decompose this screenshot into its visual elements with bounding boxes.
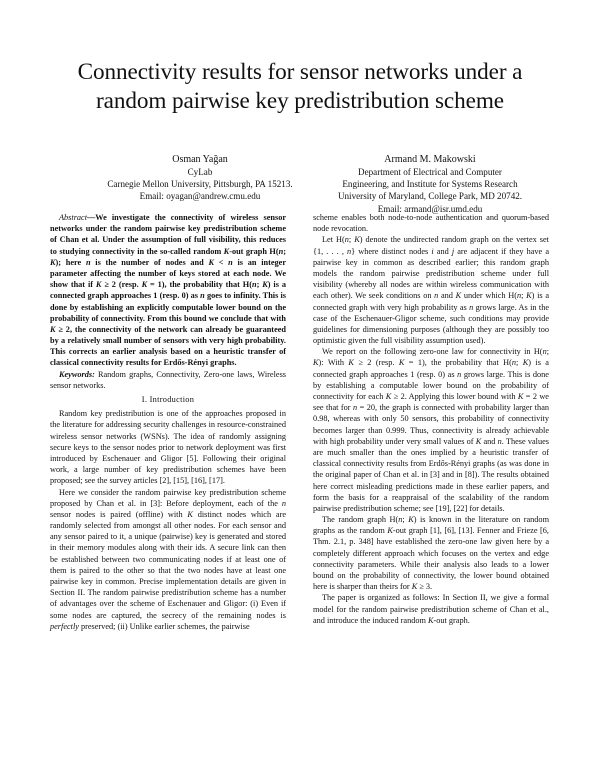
keywords: Keywords: Random graphs, Connectivity, Zero-one laws, Wireless sensor networks. xyxy=(50,369,286,390)
abstract-label: Abstract xyxy=(59,213,88,222)
abstract: Abstract—We investigate the connectivity of wireless sensor networks under the random pairwise key predistribution scheme of Chan et al. Under the assumption of full visibility, this reduces to studying connectivity in the so-called random K-out graph H(n; K); here n is the number of nodes and K < n is an integer parameter affecting the number of keys stored at each node. We show that if K ≥ 2 (resp. K = 1), the probability that H(n; K) is a connected graph approaches 1 (resp. 0) as n goes to infinity. This is done by establishing an explicitly computable lower bound on the probability of connectivity. From this bound we conclude that with K ≥ 2, the connectivity of the network can already be guaranteed by a relatively small number of sensors with very high probability. This corrects an earlier analysis based on a heuristic transfer of classical connectivity results for Erdős-Rényi graphs. xyxy=(50,213,286,368)
paper-title xyxy=(40,58,560,116)
author-affiliation: CyLab xyxy=(187,167,213,177)
author-name: Osman Yağan xyxy=(172,154,228,165)
right-column xyxy=(313,212,549,626)
keywords-label: Keywords: xyxy=(59,369,95,379)
author-affiliation: University of Maryland, College Park, MD 20742. xyxy=(337,191,523,202)
author-affiliation: Carnegie Mellon University, Pittsburgh, PA 15213. xyxy=(107,179,293,190)
author-email: Email: oyagan@andrew.cmu.edu xyxy=(139,191,261,202)
paragraph: The random graph H(n; K) is known in the literature on random graphs as the random K-out graph [1], [6], [13]. Fenner and Frieze [6, Thm. 2.1, p. 348] have established the zero-one law given here by a completely different approach which focuses on the vertex and edge connectivity parameters. While their analysis also leads to a lower bound on the probability of connectivity, the lower bound obtained here is sharper than theirs for K ≥ 3. xyxy=(313,515,549,592)
paragraph: The paper is organized as follows: In Section II, we give a formal model for the random pairwise predistribution scheme of Chan et al., and introduce the induced random K-out graph. xyxy=(313,593,549,625)
author-block xyxy=(80,153,320,203)
author-block xyxy=(310,153,550,215)
paragraph: We report on the following zero-one law for connectivity in H(n; K): With K ≥ 2 (resp. K = 1), the probability that H(n; K) is a connected graph approaches 1 (resp. 0) as n grows large. This is done by establishing a computable lower bound on the probability of connectivity for each K ≥ 2. Applying this lower bound with K = 2 we see that for n = 20, the graph is connected with probability larger than 0.98, whereas with only 50 sensors, this probability of connectivity becomes larger than 0.999. Thus, connectivity is already achievable with high probability under very small values of K and n. These values are much smaller than the ones implied by a heuristic transfer of classical connectivity results from Erdős-Rényi graphs (as was done in the original paper of Chan et al. in [3] and in [8]). The results obtained here correct misleading predictions made in these earlier papers, and form the basis for a reappraisal of the scalability of the random pairwise predistribution scheme; see [19], [22] for details. xyxy=(313,347,549,513)
section-heading: I. Introduction xyxy=(141,395,195,404)
author-name: Armand M. Makowski xyxy=(384,154,476,165)
title-line: random pairwise key predistribution scheme xyxy=(96,88,504,114)
author-affiliation: Department of Electrical and Computer xyxy=(358,167,502,177)
paragraph: Let H(n; K) denote the undirected random graph on the vertex set {1, . . . , n} where distinct nodes i and j are adjacent if they have a pairwise key in common as described earlier; this random graph models the random pairwise predistribution scheme under full visibility (whereby all nodes are within wireless communication with each other). We seek conditions on n and K under which H(n; K) is a connected graph with very high probability as n grows large. As in the case of the Eschenauer-Gligor scheme, such conditions may provide guidelines for dimensioning purposes (although they are possibly too optimistic given the full visibility assumption used). xyxy=(313,235,549,346)
title-line: Connectivity results for sensor networks under a xyxy=(77,59,523,85)
left-column xyxy=(50,212,286,632)
author-email: Email: armand@isr.umd.edu xyxy=(377,203,483,214)
paragraph: scheme enables both node-to-node authentication and quorum-based node revocation. xyxy=(313,213,549,234)
author-affiliation: Engineering, and Institute for Systems Research xyxy=(342,179,518,190)
paragraph: Here we consider the random pairwise key predistribution scheme proposed by Chan et al. in [3]: Before deployment, each of the n sensor nodes is paired (offline) with K distinct nodes which are randomly selected from amongst all other nodes. For each sensor and any sensor paired to it, a unique (pairwise) key is generated and stored in their memory modules along with their ids. A secure link can then be established between two communicating nodes if at least one of them is paired to the other so that the two nodes have at least one pairwise key in common. Precise implementation details are given in Section II. The random pairwise predistribution scheme has a number of advantages over the scheme of Eschenauer and Gligor: (i) Even if some nodes are captured, the secrecy of the remaining nodes is perfectly preserved; (ii) Unlike earlier schemes, the pairwise xyxy=(50,487,286,631)
paragraph: Random key predistribution is one of the approaches proposed in the literature for addressing security challenges in resource-constrained wireless sensor networks (WSNs). The idea of randomly assigning secure keys to the sensor nodes prior to network deployment was first introduced by Eschenauer and Gligor [5]. Following their original work, a large number of key predistribution schemes have been proposed; see the survey articles [2], [15], [16], [17]. xyxy=(50,409,286,486)
